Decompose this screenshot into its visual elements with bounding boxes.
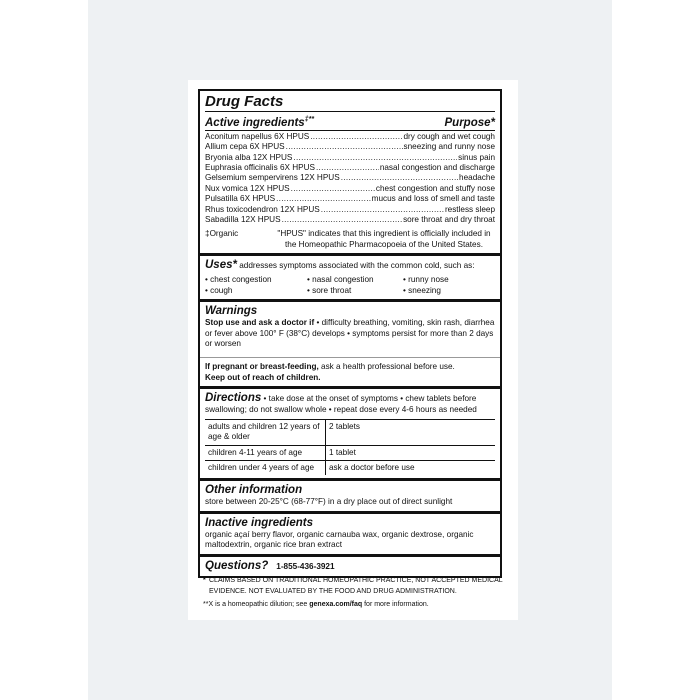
ingredient-purpose: headache <box>459 173 495 183</box>
dilution-footnote <box>203 600 503 611</box>
uses-intro: addresses symptoms associated with the common cold, such as: <box>239 261 475 271</box>
dilution-text: X is a homeopathic dilution; see <box>208 601 310 608</box>
active-ingredients-heading <box>205 113 314 130</box>
dot-leader <box>293 153 457 163</box>
inactive-ingredients-heading: Inactive ingredients <box>205 516 314 529</box>
dot-leader <box>276 194 371 204</box>
active-heading-text: Active ingredients <box>205 116 305 129</box>
age-cell: children under 4 years of age <box>205 460 326 475</box>
ingredient-name: Rhus toxicodendron 12X HPUS <box>205 204 320 214</box>
dot-leader <box>282 215 403 225</box>
footnotes <box>203 576 503 611</box>
faq-link: genexa.com/faq <box>309 601 363 608</box>
use-item: • sore throat <box>307 285 352 295</box>
stop-use-bold: Stop use and ask a doctor if <box>205 318 315 328</box>
dose-cell: 1 tablet <box>326 445 496 460</box>
dot-leader <box>291 184 375 194</box>
ingredient-name: Aconitum napellus 6X HPUS <box>205 131 310 141</box>
hpus-note: "HPUS" indicates that this ingredient is officially included in the Homeopathic Pharmacopoeia of the United States. <box>277 229 491 249</box>
ingredient-name: Gelsemium sempervirens 12X HPUS <box>205 173 340 183</box>
ingredient-row <box>205 215 495 225</box>
warnings-section <box>200 299 500 386</box>
dot-leader <box>316 163 379 173</box>
ingredient-row <box>205 184 495 194</box>
claims-text: CLAIMS BASED ON TRADITIONAL HOMEOPATHIC PRACTICE, NOT ACCEPTED MEDICAL EVIDENCE. NOT EVALUATED BY THE FOOD AND DRUG ADMINISTRATION. <box>209 577 503 595</box>
ingredient-name: Nux vomica 12X HPUS <box>205 183 290 193</box>
ingredient-row <box>205 173 495 183</box>
ingredient-row <box>205 163 495 173</box>
ingredient-purpose: sore throat and dry throat <box>403 215 495 225</box>
ingredient-row <box>205 194 495 204</box>
stop-use-body: • difficulty breathing, vomiting, skin rash, diarrhea or fever above 100° F (38°C) develops • symptoms persist for more than 2 days or worsen <box>205 318 495 348</box>
phone-number: 1-855-436-3921 <box>276 561 335 571</box>
title-divider <box>205 111 495 112</box>
pregnancy-body: ask a health professional before use. <box>318 362 455 372</box>
drug-facts-title: Drug Facts <box>205 93 284 110</box>
use-item: • sneezing <box>403 285 441 295</box>
ingredient-row <box>205 132 495 142</box>
active-heading-sup: ‡** <box>304 116 315 123</box>
table-row <box>205 445 495 460</box>
ingredient-name: Bryonia alba 12X HPUS <box>205 152 293 162</box>
ingredient-purpose: chest congestion and stuffy nose <box>375 183 495 193</box>
organic-note <box>205 229 273 250</box>
use-item: • runny nose <box>403 275 449 285</box>
organic-note-row <box>205 229 495 250</box>
active-ingredients-header <box>205 113 495 130</box>
dosage-table <box>205 419 495 476</box>
organic-text: Organic <box>209 229 239 239</box>
active-ingredients-section <box>200 91 500 253</box>
drug-facts-panel <box>198 89 502 578</box>
keep-out-warning: Keep out of reach of children. <box>205 372 321 382</box>
ingredient-name: Euphrasia officinalis 6X HPUS <box>205 163 315 173</box>
ingredient-purpose: restless sleep <box>444 204 495 214</box>
ingredient-row <box>205 205 495 215</box>
dot-leader <box>341 173 458 183</box>
other-info-heading: Other information <box>205 484 303 497</box>
ingredient-purpose: dry cough and wet cough <box>403 131 495 141</box>
use-item: • chest congestion <box>205 275 272 285</box>
claims-footnote <box>203 576 503 597</box>
directions-heading: Directions <box>205 392 262 405</box>
questions-heading: Questions? <box>205 559 269 572</box>
ingredient-row <box>205 153 495 163</box>
table-row <box>205 460 495 475</box>
uses-heading: Uses* <box>205 259 237 272</box>
use-item: • nasal congestion <box>307 275 374 285</box>
ingredient-purpose: sneezing and runny nose <box>403 142 495 152</box>
purpose-heading: Purpose* <box>444 116 495 129</box>
inactive-ingredients-section <box>200 511 500 554</box>
ingredient-row <box>205 142 495 152</box>
organic-mark: ‡ <box>205 229 210 239</box>
dilution-mark: ** <box>203 601 209 608</box>
table-row <box>205 419 495 445</box>
uses-list <box>205 275 495 296</box>
inactive-ingredients-text: organic açaí berry flavor, organic carnauba wax, organic dextrose, organic maltodextrin, organic rice bran extract <box>205 529 474 550</box>
other-info-text: store between 20-25°C (68-77°F) in a dry place out of direct sunlight <box>205 497 453 507</box>
other-info-section <box>200 478 500 510</box>
ingredient-purpose: nasal congestion and discharge <box>379 163 495 173</box>
dot-leader <box>310 132 402 142</box>
pregnancy-bold: If pregnant or breast-feeding, <box>205 362 319 372</box>
ingredient-name: Sabadilla 12X HPUS <box>205 215 281 225</box>
ingredient-name: Pulsatilla 6X HPUS <box>205 194 276 204</box>
ingredient-name: Allium cepa 6X HPUS <box>205 142 285 152</box>
ingredient-purpose: mucus and loss of smell and taste <box>371 194 495 204</box>
ingredient-list <box>205 132 495 226</box>
active-divider <box>205 130 495 131</box>
questions-section <box>200 554 500 576</box>
claims-mark: * <box>203 577 206 584</box>
ingredient-purpose: sinus pain <box>458 152 495 162</box>
pregnancy-warning <box>205 362 495 372</box>
warnings-heading: Warnings <box>205 305 258 318</box>
directions-intro: • take dose at the onset of symptoms • chew tablets before swallowing; do not swallow whole • repeat dose every 4-6 hours as needed <box>205 394 477 415</box>
stop-use-text <box>205 318 495 349</box>
directions-section <box>200 386 500 478</box>
age-cell: adults and children 12 years of age & older <box>205 419 326 445</box>
dose-cell: ask a doctor before use <box>326 460 496 475</box>
uses-section <box>200 253 500 299</box>
warnings-divider <box>200 349 500 358</box>
dot-leader <box>286 142 403 152</box>
use-item: • cough <box>205 285 233 295</box>
dose-cell: 2 tablets <box>326 419 496 445</box>
age-cell: children 4-11 years of age <box>205 445 326 460</box>
dilution-text-end: for more information. <box>362 601 429 608</box>
dot-leader <box>321 205 444 215</box>
